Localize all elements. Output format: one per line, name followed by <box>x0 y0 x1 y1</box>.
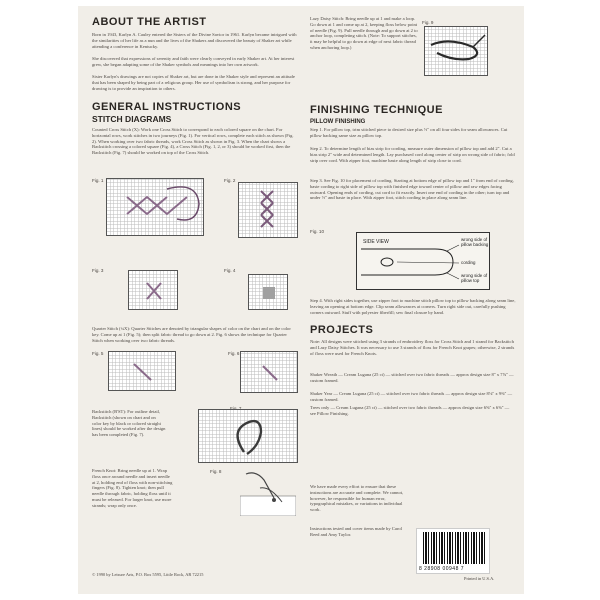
fig6-diagram <box>240 351 298 393</box>
printed-in-usa: Printed in U.S.A. <box>464 576 495 581</box>
barcode-bars <box>423 532 485 564</box>
fig3-stitch-illustration <box>129 271 179 311</box>
barcode <box>416 528 490 574</box>
fig6-stitch-illustration <box>241 352 299 394</box>
lazy-daisy-text: Lazy Daisy Stitch: Bring needle up at 1 and make a loop. Go down at 1 and come up at 2, keeping floss below point of needle (Fig. 9). Pull needle through and go down at 2 to anchor loop, completing stitch. (Note: To support stitches, it may be helpful to go down at edge of next fabric thread when anchoring loop.) <box>310 16 418 50</box>
french-knot-text: French Knot: Bring needle up at 1. Wrap floss once around needle and insert needle at 2, holding end of floss with non-stitching fingers (Fig. 8). Tighten knot; then pull needle through fabric, holding floss until it must be released. For larger knot, use more strands; wrap only once. <box>92 468 173 508</box>
fig8-hand-illustration <box>240 468 296 516</box>
pattern-back-page <box>78 6 524 594</box>
general-instructions-title: GENERAL INSTRUCTIONS <box>92 101 242 113</box>
about-body-3: Sister Karlyn's drawings are not copies of Shaker art, but are done in the Shaker style and represent an attitude that has been shaped by being part of a religious group. Her use of symbolism is strong, and her purpose for drawing is to provide an inspiration to others. <box>92 74 295 91</box>
finishing-title: FINISHING TECHNIQUE <box>310 104 443 116</box>
cording-label: cording <box>461 260 476 265</box>
credits-text: Instructions tested and cover items made by Carol Reed and Amy Taylor. <box>310 526 402 537</box>
fig7-diagram <box>198 409 298 463</box>
quarter-stitch-text: Quarter Stitch (¼X): Quarter Stitches are denoted by triangular shapes of color on the chart and on the color key. Come up at 1 (Fig. 5); then split fabric thread to go down at 2. Fig. 6 shows the technique for Quarter Stitch when working over two fabric threads. <box>92 326 291 343</box>
fig1-label: Fig. 1 <box>92 178 104 183</box>
counted-cross-text: Counted Cross Stitch (X): Work one Cross Stitch to correspond to each colored square on the chart. For horizontal rows, work stitches in two journeys (Fig. 1). For vertical rows, complete each stitch as shown (Fig. 2). When working over two fabric threads, work Cross Stitch as shown in Fig. 3. When the chart shows a Backstitch crossing a colored square (Fig. 4), a Cross Stitch (Fig. 1, 2, or 3) should be worked first, then the Backstitch (Fig. 7) should be worked on top of the Cross Stitch. <box>92 127 294 156</box>
fig6-label: Fig. 6 <box>228 351 240 356</box>
fig5-label: Fig. 5 <box>92 351 104 356</box>
fig2-stitch-illustration <box>239 183 299 239</box>
wrong-side-backing-label: wrong side of pillow backing <box>461 237 489 247</box>
step4-text: Step 4. With right sides together, use zipper foot to machine stitch pillow top to pillow backing along seam line, leaving an opening at bottom edge. Clip seam allowances at corners. Turn right side out, carefully pushing corners outward. Stuff with polyester fiberfill; sew final closure by hand. <box>310 298 516 315</box>
copyright: © 1990 by Leisure Arts, P.O. Box 5595, Little Rock, AR 72215 <box>92 572 204 577</box>
fig10-label: Fig. 10 <box>310 229 325 234</box>
shaker-year-text: Shaker Year — Cream Lugana (25 ct) — stitched over two fabric threads — approx design size 8⅛" x 9⅜" — custom framed. <box>310 391 513 402</box>
step2-text: Step 2. To determine length of bias strip for cording, measure outer dimension of pillow top and add 2". Cut a bias strip 2" wide and determined length. Lay purchased cord along center of strip on wrong side of fabric; fold strip over cord. With zipper foot, machine baste along length of strip close to cord. <box>310 146 515 163</box>
fig7-stitch-illustration <box>199 410 299 464</box>
side-view-label: SIDE VIEW <box>363 239 389 245</box>
fig9-diagram <box>424 26 488 76</box>
fig1-stitch-illustration <box>107 179 205 237</box>
fig9-stitch-illustration <box>425 27 489 77</box>
fig4-stitch-illustration <box>249 275 289 311</box>
fig2-label: Fig. 2 <box>224 178 236 183</box>
fig3-diagram <box>128 270 178 310</box>
shaker-wreath-text: Shaker Wreath — Cream Lugana (25 ct) — stitched over two fabric threads — approx design size 8" x 7⅞" — custom framed. <box>310 372 514 383</box>
disclaimer-text: We have made every effort to ensure that these instructions are accurate and complete. We cannot, however, be responsible for human error, typographical mistakes, or variations in individual work. <box>310 484 404 513</box>
barcode-number: 8 28908 00948 7 <box>419 566 465 572</box>
fig5-diagram <box>108 351 176 391</box>
wrong-side-top-label: wrong side of pillow top <box>461 273 488 283</box>
about-body-2: She discovered that expressions of serenity and faith were clearly conveyed in early Shaker art. At her interest grew, she began adapting some of the Shaker symbols and meanings into her own artwork. <box>92 56 295 67</box>
step1-text: Step 1. For pillow top, trim stitched piece to desired size plus ½" on all four sides for seam allowances. Cut pillow backing same size as pillow top. <box>310 127 508 138</box>
fig8-label: Fig. 8 <box>210 469 222 474</box>
fig2-diagram <box>238 182 298 238</box>
fig4-label: Fig. 4 <box>224 268 236 273</box>
step3-text: Step 3. See Fig. 10 for placement of cording. Starting at bottom edge of pillow top and 1" from end of cording, baste cording to right side of pillow top with finished edge toward center of pillow and raw edges facing outward. Opening ends of cording, cut cord to fit exactly. Insert one end of cording in the other; turn top and under ½" and baste in place. With zipper foot, stitch cording in place along seam line. <box>310 178 514 201</box>
about-body-1: Born in 1943, Karlyn A. Cauley entered the Sisters of the Divine Savior in 1961. Karlyn became intrigued with the similarities of her life as a nun and the lives of the Shakers and discovered the beauty of Shaker art while attending a conference in Kentucky. <box>92 32 297 49</box>
projects-note: Note: All designs were stitched using 3 strands of embroidery floss for Cross Stitch and 1 strand for Backstitch and Lazy Daisy Stitches. It was necessary to use 3 strands of floss for French Knot grapes; otherwise, 2 strands of floss were used for French Knots. <box>310 339 515 356</box>
trees-only-text: Trees only — Cream Lugana (25 ct) — stitched over two fabric threads — approx design size 6⅝" x 6⅝" — see Pillow Finishing. <box>310 405 510 416</box>
fig4-diagram <box>248 274 288 310</box>
pillow-finishing-title: PILLOW FINISHING <box>310 119 366 125</box>
stitch-diagrams-title: STITCH DIAGRAMS <box>92 114 172 124</box>
backstitch-text: Backstitch (B'ST): For outline detail, Backstitch (shown on chart and on color key by black or colored straight lines) should be worked after the design has been completed (Fig. 7). <box>92 409 166 438</box>
fig9-label: Fig. 9 <box>422 20 434 25</box>
fig5-stitch-illustration <box>109 352 177 392</box>
projects-title: PROJECTS <box>310 324 374 336</box>
fig10-side-view <box>356 232 490 290</box>
fig1-diagram <box>106 178 204 236</box>
fig3-label: Fig. 3 <box>92 268 104 273</box>
about-title: ABOUT THE ARTIST <box>92 16 207 28</box>
